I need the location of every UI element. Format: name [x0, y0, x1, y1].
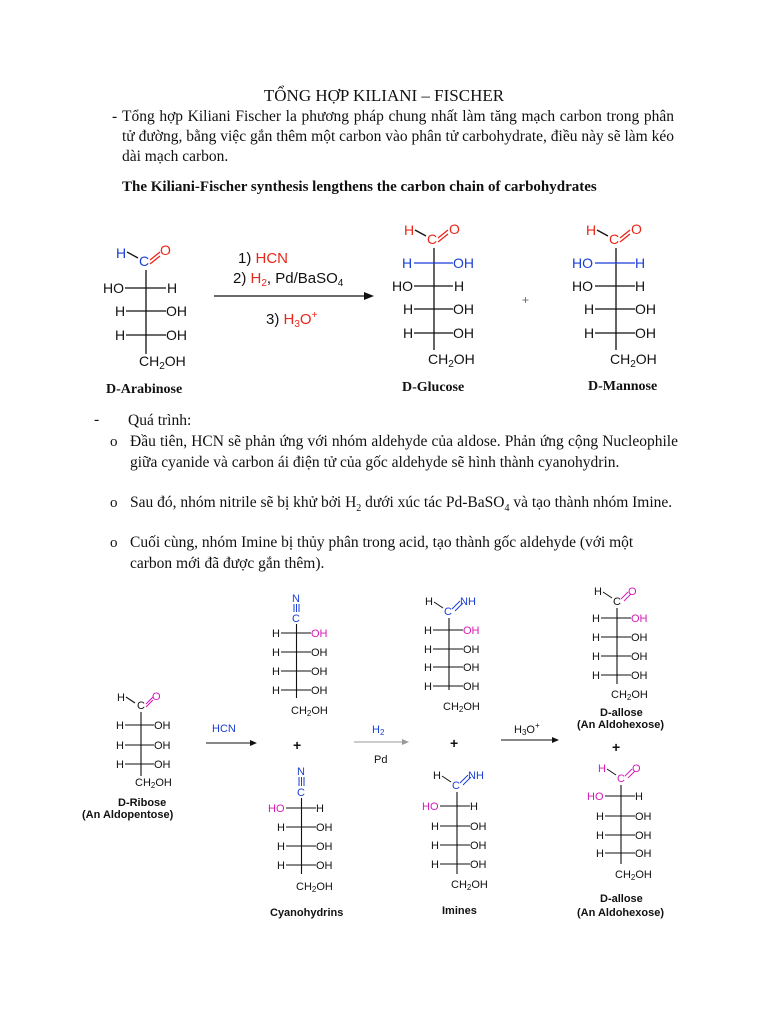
cyb-ch2oh: CH2OH: [296, 881, 333, 894]
imb-ch2oh: CH2OH: [451, 879, 488, 892]
alt-h: H: [594, 586, 602, 598]
ribose-sublabel: (An Aldopentose): [82, 809, 174, 821]
cyt-c: C: [292, 613, 300, 625]
alb-oh-1: OH: [635, 811, 652, 823]
allose-top-label: D-allose: [600, 707, 643, 719]
imt-oh-2: OH: [463, 662, 480, 674]
imt-h-2: H: [424, 662, 432, 674]
reagent-pd: Pd: [374, 754, 388, 766]
arrow-h3o: [552, 737, 559, 743]
arab-oh-2: OH: [166, 303, 187, 319]
glu-oh-2: OH: [453, 301, 474, 317]
allose-bottom-sublabel: (An Aldohexose): [577, 907, 664, 919]
alt-oh-new: OH: [631, 613, 648, 625]
imt-h: H: [425, 596, 433, 608]
arabinose-structure: [103, 242, 187, 372]
bullet-2: o: [110, 495, 118, 511]
rib-oh-2: OH: [154, 740, 171, 752]
alb-h-new: H: [635, 791, 643, 803]
cyt-h-1: H: [272, 647, 280, 659]
cyb-h-1: H: [277, 822, 285, 834]
alb-h-1: H: [596, 811, 604, 823]
imb-oh-2: OH: [470, 840, 487, 852]
arrow-hcn: [250, 740, 257, 746]
glu-ch2oh: $CH_2OH$: [428, 351, 475, 370]
imine-top: [424, 596, 480, 714]
imt-nh: NH: [460, 596, 476, 608]
man-h-1: H: [635, 278, 646, 294]
man-h-3: H: [584, 325, 595, 341]
arab-ch2oh: $CH_2OH$: [139, 353, 186, 372]
alb-h: H: [598, 763, 606, 775]
process-step-3: Cuối cùng, nhóm Imine bị thủy phân trong acid, tạo thành gốc aldehyde (với một carbon mới đã được gắn thêm).: [130, 534, 634, 572]
intro-dash: -: [112, 108, 118, 125]
reagent-h2: H2: [372, 724, 385, 737]
cyb-c: C: [297, 787, 305, 799]
allose-bottom-label: D-allose: [600, 893, 643, 905]
cyb-oh-1: OH: [316, 822, 333, 834]
imb-nh: NH: [468, 770, 484, 782]
plus-sign-1: +: [522, 293, 530, 307]
alb-oh-2: OH: [635, 830, 652, 842]
cyb-oh-3: OH: [316, 860, 333, 872]
man-oh-3: OH: [635, 325, 656, 341]
alt-h-new: H: [592, 613, 600, 625]
cyb-ho-new: HO: [268, 803, 285, 815]
cyt-h-2: H: [272, 666, 280, 678]
rib-ch2oh: CH2OH: [135, 777, 172, 790]
imb-c: C: [452, 780, 460, 792]
figure2-ribose-extension: [0, 580, 768, 930]
man-ho-1: HO: [572, 278, 593, 294]
cyt-oh-2: OH: [311, 666, 328, 678]
rib-h-3: H: [116, 759, 124, 771]
arab-ho-1: HO: [103, 280, 124, 296]
imt-c: C: [444, 606, 452, 618]
cyanohydrins-label: Cyanohydrins: [270, 907, 344, 919]
man-oh-2: OH: [635, 301, 656, 317]
reagent-h3o: H3O+: [514, 721, 540, 737]
bullet-1: o: [110, 434, 118, 450]
alt-h-1: H: [592, 632, 600, 644]
man-o: O: [631, 221, 642, 237]
glu-c: C: [427, 231, 438, 247]
imt-oh-3: OH: [463, 681, 480, 693]
arab-h-1: H: [167, 280, 178, 296]
alt-c: C: [613, 596, 621, 608]
imine-bottom: [422, 770, 488, 892]
imb-h-new: H: [470, 801, 478, 813]
arab-h-2: H: [115, 303, 126, 319]
cyb-n: N: [297, 766, 305, 778]
imb-h-1: H: [431, 821, 439, 833]
glu-oh-new: OH: [453, 255, 474, 271]
reagent-hcn: HCN: [212, 723, 236, 735]
imt-ch2oh: CH2OH: [443, 701, 480, 714]
alt-oh-2: OH: [631, 651, 648, 663]
man-h-new: H: [635, 255, 646, 271]
alt-o: O: [628, 586, 637, 598]
glu-h: H: [404, 222, 415, 238]
cyt-ch2oh: CH2OH: [291, 705, 328, 718]
imines-label: Imines: [442, 905, 477, 917]
rib-h-2: H: [116, 740, 124, 752]
cyt-oh-3: OH: [311, 685, 328, 697]
reagent-step2: 2) $H_2$, Pd/BaSO$_4$: [233, 270, 344, 289]
process-step-1: Đầu tiên, HCN sẽ phản ứng với nhóm aldehyde của aldose. Phản ứng cộng Nucleophile giữa cyanide và carbon ái điện tử của gốc aldehyde sẽ hình thành cyanohydrin.: [130, 433, 678, 471]
rib-oh-1: OH: [154, 720, 171, 732]
ribose-label: D-Ribose: [118, 797, 167, 809]
man-h: H: [586, 222, 597, 238]
alb-ho-new: HO: [587, 791, 604, 803]
imt-h-new: H: [424, 625, 432, 637]
cyanohydrin-top: [272, 593, 328, 718]
imt-h-1: H: [424, 644, 432, 656]
process-dash: -: [94, 411, 100, 428]
plus-cyanohydrins: +: [293, 737, 302, 753]
cyt-h-new: H: [272, 628, 280, 640]
alt-h-2: H: [592, 651, 600, 663]
alb-oh-3: OH: [635, 848, 652, 860]
arab-c: C: [139, 253, 150, 269]
reagent-step3: 3) $H_3O^+$: [266, 310, 318, 330]
rib-h: H: [117, 692, 125, 704]
glu-h-1: H: [454, 278, 465, 294]
reagent-step1: 1) HCN: [238, 250, 289, 267]
cyb-h-2: H: [277, 841, 285, 853]
alb-h-3: H: [596, 848, 604, 860]
alb-c: C: [617, 773, 625, 785]
arab-h-3: H: [115, 327, 126, 343]
mannose-structure: [572, 221, 657, 370]
cyt-oh-new: OH: [311, 628, 328, 640]
glu-h-2: H: [403, 301, 414, 317]
cyanohydrin-bottom: [268, 766, 333, 894]
page-title: TỔNG HỢP KILIANI – FISCHER: [263, 86, 505, 105]
ribose-structure: [116, 691, 172, 790]
arab-h: H: [116, 245, 127, 261]
imb-ho-new: HO: [422, 801, 439, 813]
mannose-label: D-Mannose: [588, 379, 658, 394]
man-ch2oh: $CH_2OH$: [610, 351, 657, 370]
cyb-oh-2: OH: [316, 841, 333, 853]
man-c: C: [609, 231, 620, 247]
imb-oh-3: OH: [470, 859, 487, 871]
process-heading: Quá trình:: [128, 412, 192, 429]
glu-h-new: H: [402, 255, 413, 271]
cyb-h-3: H: [277, 860, 285, 872]
alb-o: O: [632, 763, 641, 775]
rib-c: C: [137, 700, 145, 712]
alt-oh-1: OH: [631, 632, 648, 644]
man-ho-new: HO: [572, 255, 593, 271]
imb-oh-1: OH: [470, 821, 487, 833]
figure1-kiliani-fischer: [0, 200, 768, 410]
rib-oh-3: OH: [154, 759, 171, 771]
plus-imines: +: [450, 735, 459, 751]
allose-bottom-structure: [587, 763, 652, 882]
intro-paragraph: Tổng hợp Kiliani Fischer la phương pháp chung nhất làm tăng mạch carbon trong phân tử đường, bằng việc gắn thêm một carbon vào phân tử carbohydrate, điều này sẽ làm kéo dài mạch carbon.: [122, 108, 674, 165]
imb-h-2: H: [431, 840, 439, 852]
rib-h-1: H: [116, 720, 124, 732]
alb-ch2oh: CH2OH: [615, 869, 652, 882]
arrow-h2: [402, 739, 409, 745]
glu-o: O: [449, 221, 460, 237]
cyt-h-3: H: [272, 685, 280, 697]
plus-allose: +: [612, 739, 621, 755]
imt-oh-new: OH: [463, 625, 480, 637]
alt-ch2oh: CH2OH: [611, 689, 648, 702]
alt-oh-3: OH: [631, 670, 648, 682]
glucose-label: D-Glucose: [402, 380, 465, 395]
alt-h-3: H: [592, 670, 600, 682]
glu-ho-1: HO: [392, 278, 413, 294]
imb-h-3: H: [431, 859, 439, 871]
cyt-oh-1: OH: [311, 647, 328, 659]
arabinose-label: D-Arabinose: [106, 382, 183, 397]
allose-top-structure: [592, 586, 648, 702]
imb-h: H: [433, 770, 441, 782]
alb-h-2: H: [596, 830, 604, 842]
arab-o: O: [160, 242, 171, 258]
process-step-2: Sau đó, nhóm nitrile sẽ bị khử bởi $H_2$ dưới xúc tác Pd-BaSO$_4$ và tạo thành nhóm Imine.: [130, 494, 673, 515]
imt-h-3: H: [424, 681, 432, 693]
imt-oh-1: OH: [463, 644, 480, 656]
bullet-3: o: [110, 535, 118, 551]
figure1-caption: The Kiliani-Fischer synthesis lengthens the carbon chain of carbohydrates: [122, 179, 597, 195]
allose-top-sublabel: (An Aldohexose): [577, 719, 664, 731]
man-h-2: H: [584, 301, 595, 317]
glucose-structure: [392, 221, 475, 370]
arab-oh-3: OH: [166, 327, 187, 343]
cyb-h-new: H: [316, 803, 324, 815]
glu-h-3: H: [403, 325, 414, 341]
rib-o: O: [152, 691, 161, 703]
glu-oh-3: OH: [453, 325, 474, 341]
cyt-n: N: [292, 593, 300, 605]
